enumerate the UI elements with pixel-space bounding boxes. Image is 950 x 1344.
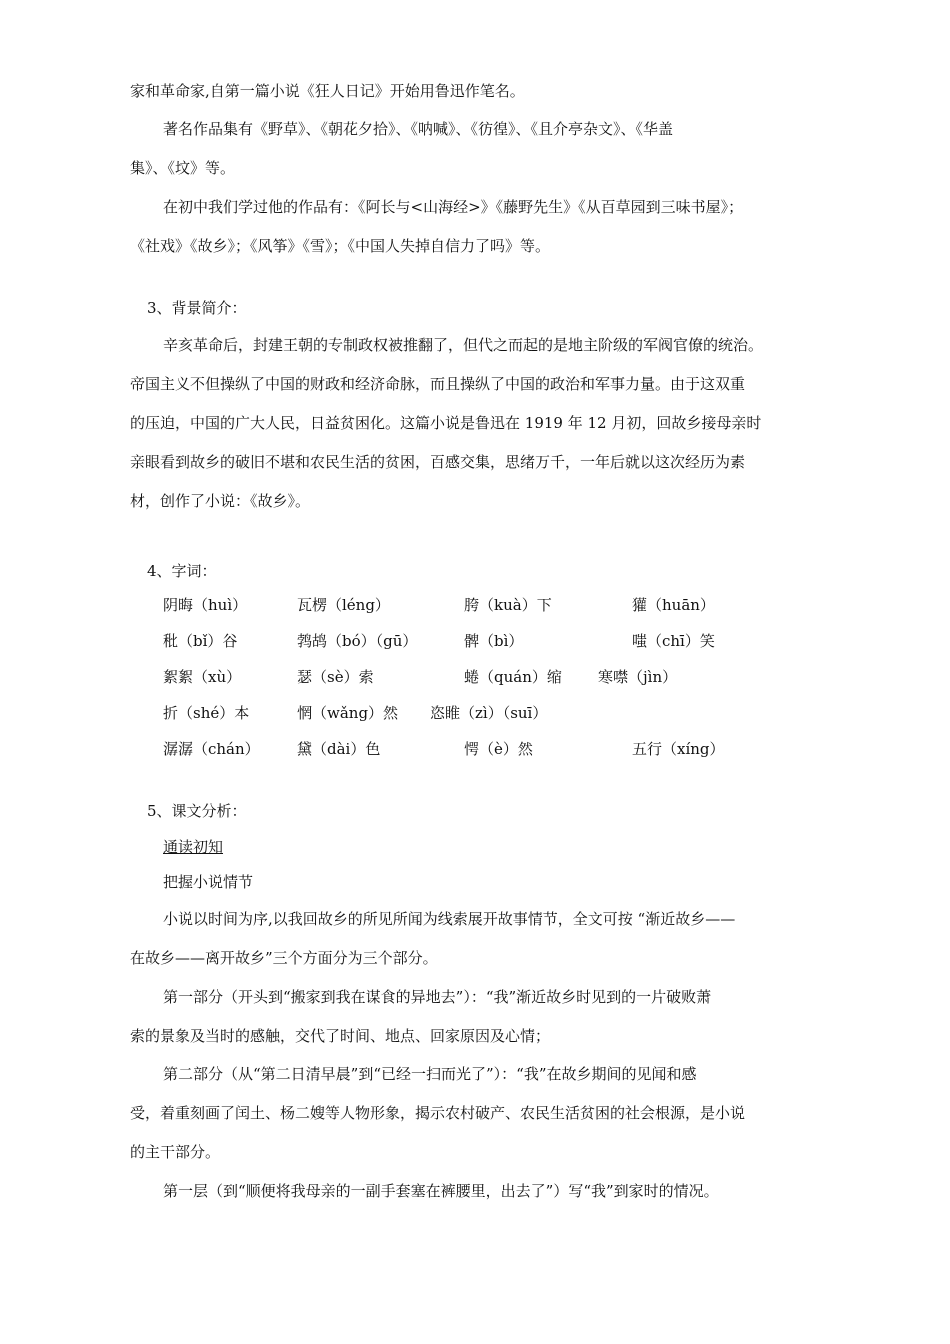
vocab-item: 黛（dài）色 xyxy=(297,740,381,758)
vocab-item: 瓦楞（léng） xyxy=(297,596,390,614)
section-heading-background: 3、背景简介： xyxy=(147,299,247,317)
vocab-item: 嗤（chī）笑 xyxy=(632,632,715,650)
paragraph-line: 第二部分（从“第二日清早晨”到“已经一扫而光了”）：“我”在故乡期间的见闻和感 xyxy=(163,1065,697,1083)
paragraph-line: 集》、《坟》等。 xyxy=(130,159,236,177)
vocab-item: 寒噤（jìn） xyxy=(598,668,678,686)
section-heading-analysis: 5、课文分析： xyxy=(147,802,247,820)
paragraph-line: 家和革命家,自第一篇小说《狂人日记》开始用鲁迅作笔名。 xyxy=(130,82,525,100)
vocab-item: 恣睢（zì）（suī） xyxy=(430,704,548,722)
paragraph-line: 辛亥革命后，封建王朝的专制政权被推翻了，但代之而起的是地主阶级的军阀官僚的统治。 xyxy=(163,336,764,354)
paragraph-line: 第一部分（开头到“搬家到我在谋食的异地去”）：“我”渐近故乡时见到的一片破败萧 xyxy=(163,988,712,1006)
paragraph-line: 的主干部分。 xyxy=(130,1143,221,1161)
paragraph-line: 《社戏》《故乡》；《风筝》《雪》；《中国人失掉自信力了吗》等。 xyxy=(130,237,551,255)
paragraph-line: 受，着重刻画了闰土、杨二嫂等人物形象，揭示农村破产、农民生活贫困的社会根源，是小说 xyxy=(130,1104,746,1122)
subheading: 把握小说情节 xyxy=(163,873,254,891)
paragraph-line: 小说以时间为序,以我回故乡的所见所闻为线索展开故事情节，全文可按 “渐近故乡—— xyxy=(163,910,736,928)
paragraph-line: 材，创作了小说：《故乡》。 xyxy=(130,492,311,510)
vocab-item: 瑟（sè）索 xyxy=(297,668,374,686)
paragraph-line: 亲眼看到故乡的破旧不堪和农民生活的贫困，百感交集，思绪万千，一年后就以这次经历为素 xyxy=(130,453,746,471)
vocab-item: 髀（bì） xyxy=(464,632,524,650)
vocab-item: 獾（huān） xyxy=(632,596,715,614)
vocab-item: 胯（kuà）下 xyxy=(464,596,552,614)
vocab-item: 五行（xíng） xyxy=(632,740,725,758)
vocab-item: 秕（bǐ）谷 xyxy=(163,632,238,650)
subheading-underlined: 通读初知 xyxy=(163,838,224,856)
paragraph-line: 索的景象及当时的感触，交代了时间、地点、回家原因及心情； xyxy=(130,1027,551,1045)
vocab-item: 潺潺（chán） xyxy=(163,740,260,758)
vocab-item: 蜷（quán）缩 xyxy=(464,668,562,686)
vocab-item: 絮絮（xù） xyxy=(163,668,242,686)
paragraph-line: 在初中我们学过他的作品有：《阿长与<山海经>》《藤野先生》《从百草园到三味书屋》； xyxy=(163,198,744,216)
paragraph-line: 著名作品集有《野草》、《朝花夕拾》、《呐喊》、《彷徨》、《且介亭杂文》、《华盖 xyxy=(163,120,674,138)
vocab-item: 鹁鸪（bó）（gū） xyxy=(297,632,418,650)
vocab-item: 折（shé）本 xyxy=(163,704,250,722)
vocab-item: 阴晦（huì） xyxy=(163,596,248,614)
vocab-item: 惘（wǎng）然 xyxy=(297,704,399,722)
vocab-item: 愕（è）然 xyxy=(464,740,533,758)
section-heading-vocab: 4、字词： xyxy=(147,562,217,580)
paragraph-line: 在故乡——离开故乡”三个方面分为三个部分。 xyxy=(130,949,438,967)
paragraph-line: 的压迫，中国的广大人民，日益贫困化。这篇小说是鲁迅在 1919 年 12 月初，回故乡接母亲时 xyxy=(130,414,762,432)
paragraph-line: 帝国主义不但操纵了中国的财政和经济命脉，而且操纵了中国的政治和军事力量。由于这双重 xyxy=(130,375,746,393)
paragraph-line: 第一层（到“顺便将我母亲的一副手套塞在裤腰里，出去了”）写“我”到家时的情况。 xyxy=(163,1182,719,1200)
